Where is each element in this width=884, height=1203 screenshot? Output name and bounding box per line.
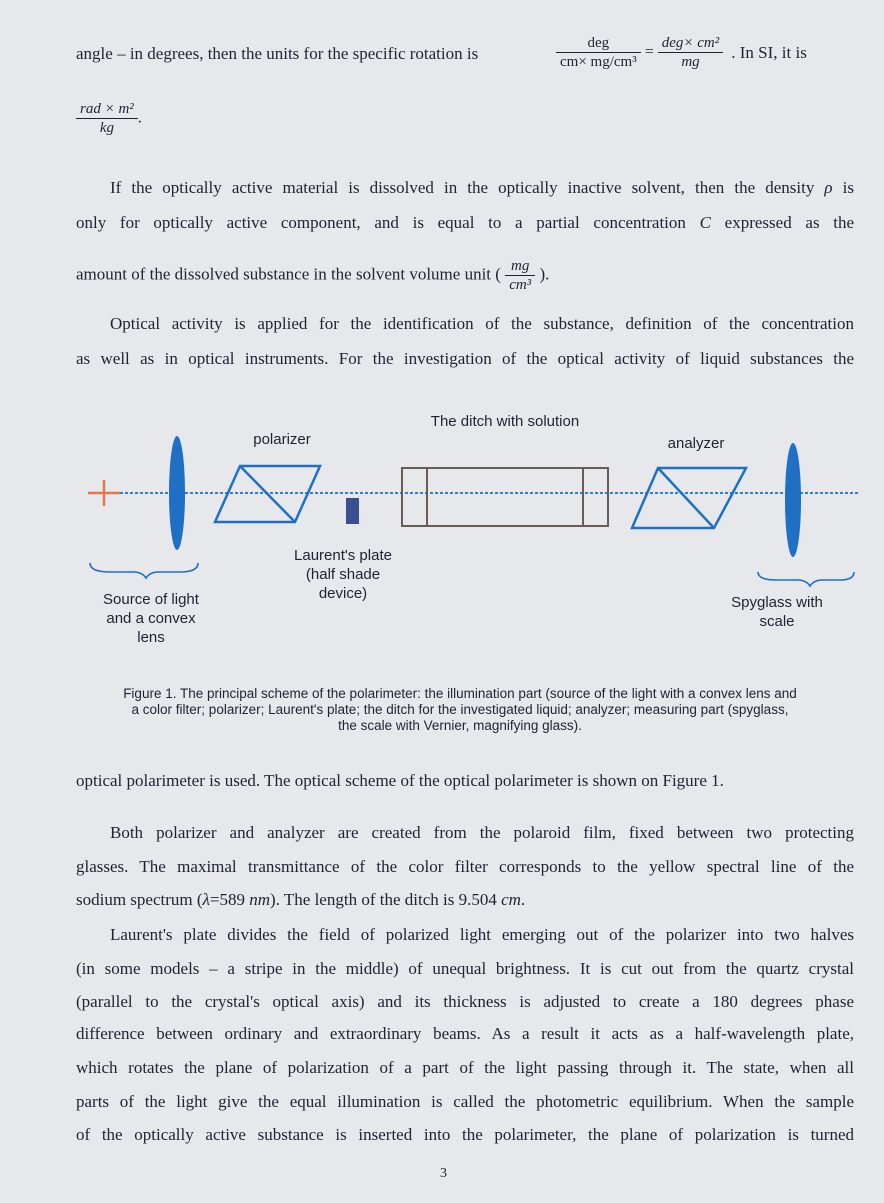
fraction-deg-cm2: $\frac{\text{deg× cm²}}{mg}$ — [658, 34, 724, 71]
text-line-8: as well as in optical instruments. For the investigation of the optical activity of liquid substances the — [76, 349, 854, 368]
light-source-icon — [88, 480, 120, 506]
label-ditch: The ditch with solution — [430, 413, 580, 430]
text-line-15: (parallel to the crystal's optical axis) and its thickness is adjusted to create a 180 degrees phase — [76, 992, 854, 1011]
formula-si-units: $\frac{\text{rad × m²}}{kg}$ . — [76, 100, 142, 137]
page-number: 3 — [440, 1166, 447, 1181]
label-spyglass: Spyglass with scale — [731, 594, 823, 630]
text-line-6: amount of the dissolved substance in the solvent volume unit ( $\frac{mg}{\text{cm³}}$ ). — [76, 258, 550, 293]
text-line-10: Both polarizer and analyzer are created from the polaroid film, fixed between two protecting — [110, 823, 854, 842]
fraction-deg: $\frac{\text{deg}}{\text{cm× mg/cm³}}$ — [556, 34, 641, 71]
text-line-4: If the optically active material is dissolved in the optically inactive solvent, then the density ρ is — [110, 178, 855, 197]
text-line-13: Laurent's plate divides the field of polarized light emerging out of the polarizer into two halves — [110, 925, 854, 944]
text-line-11: glasses. The maximal transmittance of the color filter corresponds to the yellow spectral line of the — [76, 857, 854, 876]
laurent-plate — [346, 498, 359, 524]
equals-sign: = — [644, 43, 654, 61]
line-1-post: . In SI, it is — [731, 42, 807, 62]
analyzer-shape — [632, 468, 746, 528]
text-line-5: only for optically active component, and is equal to a partial concentration C expressed as the — [76, 213, 855, 232]
convex-lens — [169, 436, 185, 550]
text-line-7: Optical activity is applied for the identification of the substance, definition of the concentration — [110, 314, 854, 333]
text-line-17: which rotates the plane of polarization of a part of the light passing through it. The state, when all — [76, 1058, 854, 1077]
text-line-14: (in some models – a stripe in the middle) of unequal brightness. It is cut out from the quartz crystal — [76, 959, 854, 978]
fraction-mg-cm3: $\frac{mg}{\text{cm³}}$ — [505, 257, 535, 294]
brace-spyglass — [758, 572, 854, 586]
text-line-9: optical polarimeter is used. The optical scheme of the optical polarimeter is shown on Figure 1. — [76, 771, 724, 790]
brace-source — [90, 563, 198, 578]
label-laurent: Laurent's plate (half shade device) — [294, 547, 392, 602]
label-analyzer: analyzer — [667, 435, 725, 452]
text-line-16: difference between ordinary and extraordinary beams. As a result it acts as a half-wavelength plate, — [76, 1024, 854, 1043]
text-line-12: sodium spectrum (λ=589 nm). The length of the ditch is 9.504 cm. — [76, 890, 526, 909]
text-line-19: of the optically active substance is inserted into the polarimeter, the plane of polarization is turned — [76, 1125, 854, 1144]
label-polarizer: polarizer — [253, 431, 311, 448]
formula-deg-units — [556, 34, 807, 71]
text-line-18: parts of the light give the equal illumination is called the photometric equilibrium. When the sample — [76, 1092, 854, 1111]
spyglass-lens — [785, 443, 801, 557]
line-1-text: angle – in degrees, then the units for the specific rotation is — [76, 44, 479, 63]
figure-caption: Figure 1. The principal scheme of the polarimeter: the illumination part (source of the light with a convex lens and a color filter; polarizer; Laurent's plate; the ditch for the investigated liquid; analyzer; measuring part (spyglass, the scale with Vernier, magnifying glass). — [123, 686, 797, 733]
label-source: Source of light and a convex lens — [103, 591, 199, 646]
ditch-cell — [402, 468, 608, 526]
